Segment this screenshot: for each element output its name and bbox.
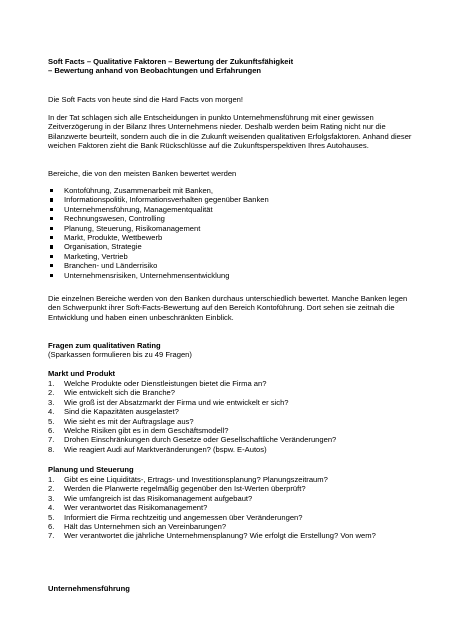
list-item: Kontoführung, Zusammenarbeit mit Banken,	[48, 186, 420, 195]
intro-line: Die Soft Facts von heute sind die Hard Facts von morgen!	[48, 95, 244, 104]
bullet-icon	[50, 255, 53, 258]
list-item: Branchen- und Länderrisiko	[48, 261, 420, 270]
bullet-icon	[50, 227, 53, 230]
list-item: 6. Hält das Unternehmen sich an Vereinbarungen?	[48, 522, 227, 532]
market-questions-list	[48, 379, 420, 454]
list-item: 5. Wie sieht es mit der Auftragslage aus?	[48, 416, 194, 426]
areas-list	[48, 186, 420, 280]
section-heading-market: Markt und Produkt	[48, 369, 116, 378]
list-item: 7. Wer verantwortet die jährliche Unternehmensplanung? Wie erfolgt die Erstellung? Von wem?	[48, 531, 376, 541]
list-item: 3. Wie umfangreich ist das Risikomanagement aufgebaut?	[48, 493, 253, 503]
bullet-icon	[50, 217, 53, 220]
list-item: 5. Informiert die Firma rechtzeitig und angemessen über Veränderungen?	[48, 512, 303, 522]
list-item: 4. Sind die Kapazitäten ausgelastet?	[48, 407, 179, 417]
list-item: Unternehmensrisiken, Unternehmensentwicklung	[48, 271, 420, 280]
bullet-icon	[50, 274, 53, 277]
list-item: Organisation, Strategie	[48, 242, 420, 251]
list-item: 3. Wie groß ist der Absatzmarkt der Firma und wie entwickelt er sich?	[48, 397, 289, 407]
bullet-icon	[50, 198, 53, 201]
areas-intro: Bereiche, die von den meisten Banken bewertet werden	[48, 169, 237, 178]
list-item: 8. Wie reagiert Audi auf Marktveränderungen? (bspw. E-Autos)	[48, 444, 267, 454]
section-heading-planning: Planung und Steuerung	[48, 465, 134, 474]
list-item: Markt, Produkte, Wettbewerb	[48, 233, 420, 242]
list-item: Informationspolitik, Informationsverhalten gegenüber Banken	[48, 195, 420, 204]
list-item: Planung, Steuerung, Risikomanagement	[48, 224, 420, 233]
bullet-icon	[50, 189, 53, 192]
list-item: 2. Wie entwickelt sich die Branche?	[48, 388, 176, 398]
questions-heading: Fragen zum qualitativen Rating	[48, 341, 161, 350]
bullet-icon	[50, 245, 53, 248]
bullet-icon	[50, 264, 53, 267]
list-item: Unternehmensführung, Managementqualität	[48, 205, 420, 214]
list-item: 1. Welche Produkte oder Dienstleistungen bietet die Firma an?	[48, 379, 267, 388]
bullet-icon	[50, 236, 53, 239]
section-heading-management: Unternehmensführung	[48, 584, 130, 593]
questions-note: (Sparkassen formulieren bis zu 49 Fragen)	[48, 350, 192, 359]
title-line-1: Soft Facts – Qualitative Faktoren – Bewertung der Zukunftsfähigkeit	[48, 57, 294, 66]
paragraph-differences: Die einzelnen Bereiche werden von den Banken durchaus unterschiedlich bewertet. Manche Banken legen den Schwerpunkt ihrer Soft-Facts-Bewertung auf den Bereich Kontoführung. Dort sehen sie zeitnah die Entwicklung und haben einen unbeschränkten Einblick.	[48, 294, 408, 322]
bullet-icon	[50, 208, 53, 211]
list-item: 4. Wer verantwortet das Risikomanagement?	[48, 503, 208, 513]
title-line-2: – Bewertung anhand von Beobachtungen und Erfahrungen	[48, 66, 262, 76]
list-item: 1. Gibt es eine Liquiditäts-, Ertrags- und Investitionsplanung? Planungszeitraum?	[48, 475, 328, 484]
list-item: 7. Drohen Einschränkungen durch Gesetze oder Gesellschaftliche Veränderungen?	[48, 435, 337, 445]
list-item: Rechnungswesen, Controlling	[48, 214, 420, 223]
planning-questions-list	[48, 475, 420, 541]
list-item: 2. Werden die Planwerte regelmäßig gegenüber den Ist-Werten überprüft?	[48, 484, 306, 494]
document-title	[48, 57, 420, 76]
list-item: 6. Welche Risiken gibt es in dem Geschäftsmodell?	[48, 426, 229, 436]
list-item: Marketing, Vertrieb	[48, 252, 420, 261]
paragraph-rating: In der Tat schlagen sich alle Entscheidungen in punkto Unternehmensführung mit einer gewissen Zeitverzögerung in der Bilanz Ihres Unternehmens nieder. Deshalb werden beim Rating nicht nur die Bilanzwerte beurteilt, sondern auch die in die Zukunft weisenden qualitativen Erfolgsfaktoren. Anhand dieser weichen Faktoren zieht die Bank Rückschlüsse auf die Zukunftsperspektiven Ihres Autohauses.	[48, 113, 412, 151]
